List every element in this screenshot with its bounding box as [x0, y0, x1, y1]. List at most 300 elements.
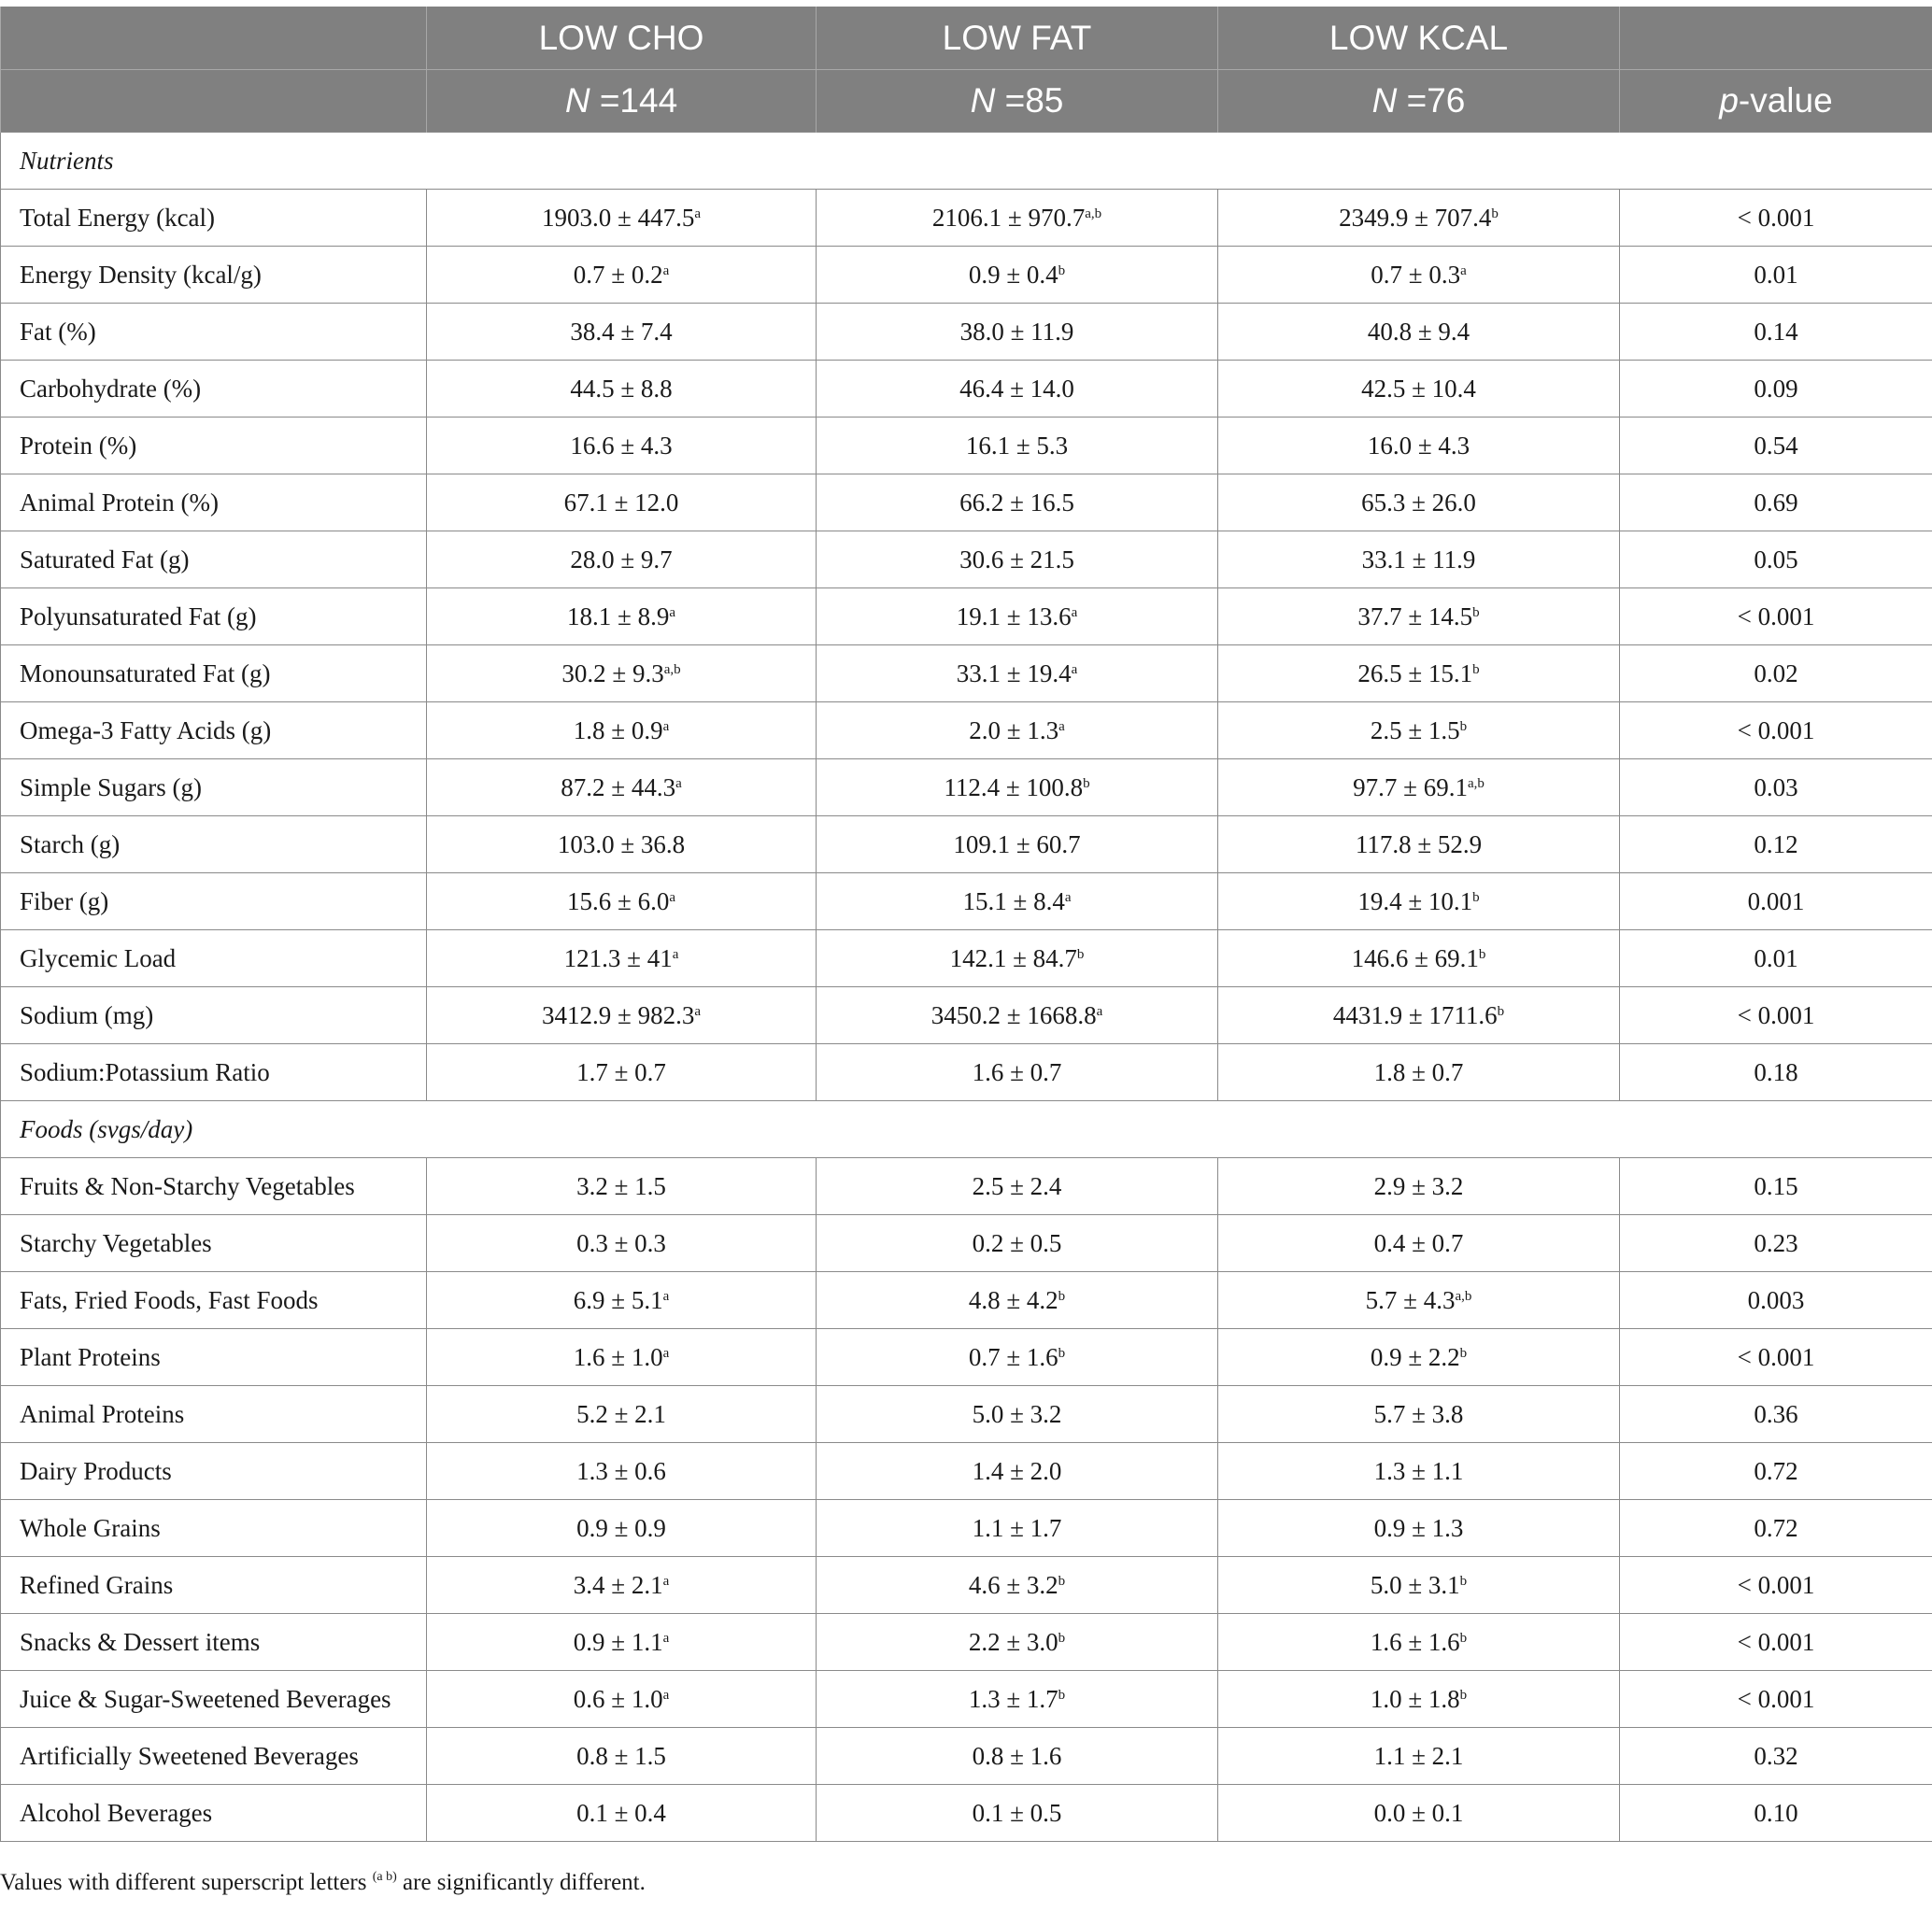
value-cell [1218, 190, 1620, 247]
significance-letters: b [1459, 1345, 1468, 1361]
significance-letters: a [662, 1630, 670, 1646]
mean-sd: 16.0 ± 4.3 [1367, 431, 1470, 460]
p-value-cell: 0.01 [1620, 930, 1932, 987]
mean-sd: 42.5 ± 10.4 [1361, 374, 1476, 403]
table-row [1, 1329, 1932, 1386]
value-cell [1218, 1215, 1620, 1272]
value-cell [427, 304, 817, 361]
row-label: Protein (%) [1, 418, 427, 474]
mean-sd: 0.1 ± 0.5 [972, 1798, 1062, 1827]
n-value: =144 [599, 81, 678, 120]
value-cell [817, 759, 1218, 816]
value-cell [427, 1443, 817, 1500]
p-value-cell: 0.15 [1620, 1158, 1932, 1215]
row-label: Starchy Vegetables [1, 1215, 427, 1272]
table-row [1, 1158, 1932, 1215]
value-cell [427, 1272, 817, 1329]
significance-letters: b [1491, 205, 1499, 221]
mean-sd: 0.7 ± 1.6 [968, 1342, 1058, 1371]
row-label: Fiber (g) [1, 873, 427, 930]
p-value-cell: < 0.001 [1620, 1557, 1932, 1614]
significance-letters: b [1478, 946, 1486, 962]
value-cell [427, 1557, 817, 1614]
value-cell [427, 531, 817, 588]
value-cell [817, 1044, 1218, 1101]
mean-sd: 1.3 ± 1.7 [968, 1684, 1058, 1713]
value-cell [427, 1329, 817, 1386]
mean-sd: 1.1 ± 1.7 [972, 1513, 1062, 1542]
table-row [1, 1215, 1932, 1272]
table-row [1, 190, 1932, 247]
significance-letters: a [669, 604, 675, 620]
mean-sd: 38.4 ± 7.4 [570, 317, 673, 346]
row-label: Fat (%) [1, 304, 427, 361]
mean-sd: 5.7 ± 3.8 [1373, 1399, 1464, 1428]
p-value-cell: < 0.001 [1620, 1671, 1932, 1728]
header-blank-pvalue [1620, 7, 1932, 70]
header-low-cho: LOW CHO [427, 7, 817, 70]
mean-sd: 2.9 ± 3.2 [1373, 1171, 1464, 1200]
p-value-cell: 0.10 [1620, 1785, 1932, 1842]
mean-sd: 0.8 ± 1.6 [972, 1741, 1062, 1770]
header-n-low-fat [817, 70, 1218, 133]
value-cell [1218, 418, 1620, 474]
header-low-fat: LOW FAT [817, 7, 1218, 70]
p-value-cell: 0.72 [1620, 1500, 1932, 1557]
p-value-cell: 0.09 [1620, 361, 1932, 418]
value-cell [427, 873, 817, 930]
significance-letters: b [1058, 262, 1066, 278]
p-value-cell: 0.001 [1620, 873, 1932, 930]
mean-sd: 1.4 ± 2.0 [972, 1456, 1062, 1485]
significance-letters: b [1058, 1288, 1066, 1304]
table-row [1, 1044, 1932, 1101]
mean-sd: 0.6 ± 1.0 [573, 1684, 663, 1713]
header-n-low-cho [427, 70, 817, 133]
value-cell [817, 588, 1218, 645]
significance-letters: a [662, 1573, 670, 1589]
row-label: Artificially Sweetened Beverages [1, 1728, 427, 1785]
value-cell [817, 645, 1218, 702]
p-value-cell: < 0.001 [1620, 190, 1932, 247]
mean-sd: 1.7 ± 0.7 [576, 1057, 666, 1086]
significance-letters: b [1083, 775, 1090, 791]
value-cell [1218, 1329, 1620, 1386]
table-row [1, 1272, 1932, 1329]
mean-sd: 5.7 ± 4.3 [1365, 1285, 1456, 1314]
mean-sd: 2.0 ± 1.3 [969, 715, 1059, 744]
mean-sd: 1.3 ± 1.1 [1373, 1456, 1464, 1485]
mean-sd: 66.2 ± 16.5 [959, 488, 1074, 517]
table-row [1, 987, 1932, 1044]
significance-letters: b [1076, 946, 1085, 962]
significance-letters: a [669, 889, 675, 905]
row-label: Snacks & Dessert items [1, 1614, 427, 1671]
value-cell [1218, 1272, 1620, 1329]
mean-sd: 0.4 ± 0.7 [1373, 1228, 1464, 1257]
table-row [1, 1728, 1932, 1785]
table-row [1, 1500, 1932, 1557]
n-symbol: N [564, 81, 590, 120]
value-cell [817, 1443, 1218, 1500]
value-cell [1218, 1443, 1620, 1500]
value-cell [817, 1557, 1218, 1614]
significance-letters: a [694, 1003, 701, 1019]
value-cell [817, 1329, 1218, 1386]
section-title: Foods (svgs/day) [1, 1101, 1932, 1158]
significance-letters: a [1096, 1003, 1103, 1019]
mean-sd: 0.9 ± 1.1 [573, 1627, 663, 1656]
value-cell [1218, 1158, 1620, 1215]
table-row [1, 702, 1932, 759]
value-cell [1218, 531, 1620, 588]
mean-sd: 16.1 ± 5.3 [965, 431, 1069, 460]
mean-sd: 0.9 ± 0.4 [968, 260, 1058, 289]
value-cell [817, 1158, 1218, 1215]
mean-sd: 2106.1 ± 970.7 [931, 203, 1086, 232]
table-row [1, 474, 1932, 531]
value-cell [427, 930, 817, 987]
mean-sd: 16.6 ± 4.3 [570, 431, 673, 460]
section-row [1, 133, 1932, 190]
p-symbol: p [1719, 81, 1739, 120]
mean-sd: 97.7 ± 69.1 [1353, 772, 1468, 801]
value-cell [817, 247, 1218, 304]
mean-sd: 0.8 ± 1.5 [576, 1741, 666, 1770]
value-cell [817, 1386, 1218, 1443]
mean-sd: 28.0 ± 9.7 [570, 545, 673, 573]
mean-sd: 0.7 ± 0.3 [1371, 260, 1461, 289]
value-cell [817, 873, 1218, 930]
mean-sd: 30.6 ± 21.5 [959, 545, 1074, 573]
value-cell [817, 1671, 1218, 1728]
value-cell [817, 816, 1218, 873]
mean-sd: 103.0 ± 36.8 [557, 829, 686, 858]
mean-sd: 3412.9 ± 982.3 [542, 1000, 695, 1029]
header-n-blank [1, 70, 427, 133]
mean-sd: 33.1 ± 19.4 [956, 658, 1072, 687]
mean-sd: 65.3 ± 26.0 [1361, 488, 1476, 517]
mean-sd: 121.3 ± 41 [563, 943, 673, 972]
value-cell [817, 930, 1218, 987]
value-cell [427, 645, 817, 702]
value-cell [817, 361, 1218, 418]
mean-sd: 18.1 ± 8.9 [567, 602, 670, 630]
header-low-kcal: LOW KCAL [1218, 7, 1620, 70]
significance-letters: a,b [1085, 205, 1102, 221]
value-cell [1218, 1500, 1620, 1557]
row-label: Starch (g) [1, 816, 427, 873]
value-cell [817, 474, 1218, 531]
p-value-cell: < 0.001 [1620, 987, 1932, 1044]
value-cell [427, 474, 817, 531]
significance-letters: a [662, 1345, 670, 1361]
mean-sd: 0.2 ± 0.5 [972, 1228, 1062, 1257]
p-value-cell: < 0.001 [1620, 588, 1932, 645]
header-row-n [1, 70, 1932, 133]
mean-sd: 1.6 ± 0.7 [972, 1057, 1062, 1086]
p-value-cell: 0.01 [1620, 247, 1932, 304]
mean-sd: 2.2 ± 3.0 [968, 1627, 1058, 1656]
header-blank [1, 7, 427, 70]
value-cell [427, 1500, 817, 1557]
significance-letters: b [1459, 1687, 1468, 1703]
mean-sd: 0.1 ± 0.4 [576, 1798, 666, 1827]
mean-sd: 4.8 ± 4.2 [968, 1285, 1058, 1314]
row-label: Juice & Sugar-Sweetened Beverages [1, 1671, 427, 1728]
mean-sd: 1.3 ± 0.6 [576, 1456, 666, 1485]
section-title: Nutrients [1, 133, 1932, 190]
p-value-cell: 0.23 [1620, 1215, 1932, 1272]
significance-letters: b [1058, 1345, 1066, 1361]
value-cell [427, 1728, 817, 1785]
mean-sd: 26.5 ± 15.1 [1357, 658, 1473, 687]
mean-sd: 142.1 ± 84.7 [949, 943, 1077, 972]
value-cell [817, 304, 1218, 361]
mean-sd: 19.1 ± 13.6 [956, 602, 1072, 630]
table-row [1, 1614, 1932, 1671]
significance-letters: b [1497, 1003, 1505, 1019]
nutrient-intake-table [0, 7, 1932, 1842]
row-label: Sodium:Potassium Ratio [1, 1044, 427, 1101]
row-label: Animal Protein (%) [1, 474, 427, 531]
value-cell [1218, 361, 1620, 418]
row-label: Glycemic Load [1, 930, 427, 987]
value-cell [1218, 1557, 1620, 1614]
p-value-cell: < 0.001 [1620, 1329, 1932, 1386]
header-pvalue [1620, 70, 1932, 133]
value-cell [1218, 873, 1620, 930]
mean-sd: 46.4 ± 14.0 [959, 374, 1074, 403]
p-value-cell: 0.32 [1620, 1728, 1932, 1785]
value-cell [817, 1500, 1218, 1557]
mean-sd: 15.6 ± 6.0 [567, 886, 670, 915]
value-cell [817, 1614, 1218, 1671]
mean-sd: 67.1 ± 12.0 [563, 488, 679, 517]
mean-sd: 0.9 ± 1.3 [1373, 1513, 1464, 1542]
significance-letters: b [1058, 1687, 1066, 1703]
mean-sd: 3450.2 ± 1668.8 [930, 1000, 1097, 1029]
value-cell [1218, 1671, 1620, 1728]
value-cell [1218, 247, 1620, 304]
row-label: Plant Proteins [1, 1329, 427, 1386]
value-cell [427, 1386, 817, 1443]
significance-letters: a [1071, 604, 1078, 620]
header-n-low-kcal [1218, 70, 1620, 133]
p-value-cell: 0.54 [1620, 418, 1932, 474]
significance-letters: a,b [1467, 775, 1485, 791]
mean-sd: 2349.9 ± 707.4 [1339, 203, 1492, 232]
mean-sd: 30.2 ± 9.3 [561, 658, 664, 687]
value-cell [1218, 1785, 1620, 1842]
mean-sd: 19.4 ± 10.1 [1357, 886, 1473, 915]
value-cell [1218, 304, 1620, 361]
mean-sd: 117.8 ± 52.9 [1355, 829, 1483, 858]
significance-letters: b [1459, 1573, 1468, 1589]
value-cell [427, 190, 817, 247]
n-value: =85 [1004, 81, 1064, 120]
mean-sd: 0.9 ± 0.9 [576, 1513, 666, 1542]
mean-sd: 146.6 ± 69.1 [1351, 943, 1479, 972]
p-value-cell: 0.03 [1620, 759, 1932, 816]
mean-sd: 3.4 ± 2.1 [573, 1570, 663, 1599]
mean-sd: 109.1 ± 60.7 [953, 829, 1081, 858]
row-label: Refined Grains [1, 1557, 427, 1614]
p-value-cell: 0.18 [1620, 1044, 1932, 1101]
mean-sd: 0.7 ± 0.2 [573, 260, 663, 289]
p-value-cell: 0.003 [1620, 1272, 1932, 1329]
value-cell [817, 1728, 1218, 1785]
mean-sd: 1.0 ± 1.8 [1370, 1684, 1460, 1713]
value-cell [817, 531, 1218, 588]
significance-letters: a [1064, 889, 1072, 905]
row-label: Omega-3 Fatty Acids (g) [1, 702, 427, 759]
table-row [1, 816, 1932, 873]
significance-letters: a [1460, 262, 1467, 278]
value-cell [1218, 645, 1620, 702]
table-row [1, 1785, 1932, 1842]
significance-letters: b [1459, 718, 1468, 734]
significance-letters: a [1071, 661, 1078, 677]
mean-sd: 0.0 ± 0.1 [1373, 1798, 1464, 1827]
significance-letters: a [662, 262, 670, 278]
value-cell [427, 247, 817, 304]
p-value-cell: 0.36 [1620, 1386, 1932, 1443]
value-cell [427, 1158, 817, 1215]
value-cell [1218, 759, 1620, 816]
mean-sd: 4431.9 ± 1711.6 [1332, 1000, 1498, 1029]
n-value: =76 [1406, 81, 1466, 120]
significance-letters: a [1058, 718, 1065, 734]
table-row [1, 247, 1932, 304]
mean-sd: 1.6 ± 1.6 [1370, 1627, 1460, 1656]
p-value-cell: < 0.001 [1620, 1614, 1932, 1671]
significance-letters: a,b [1455, 1288, 1472, 1304]
table-row [1, 361, 1932, 418]
value-cell [1218, 1044, 1620, 1101]
significance-letters: a [662, 718, 670, 734]
n-symbol: N [970, 81, 996, 120]
mean-sd: 5.2 ± 2.1 [576, 1399, 666, 1428]
value-cell [427, 1215, 817, 1272]
p-value-cell: < 0.001 [1620, 702, 1932, 759]
value-cell [427, 361, 817, 418]
table-body [1, 133, 1932, 1842]
significance-letters: b [1058, 1630, 1066, 1646]
value-cell [1218, 1614, 1620, 1671]
value-cell [1218, 816, 1620, 873]
value-cell [817, 1215, 1218, 1272]
row-label: Dairy Products [1, 1443, 427, 1500]
row-label: Sodium (mg) [1, 987, 427, 1044]
value-cell [1218, 1728, 1620, 1785]
table-row [1, 1557, 1932, 1614]
table-row [1, 645, 1932, 702]
mean-sd: 5.0 ± 3.2 [972, 1399, 1062, 1428]
significance-letters: b [1459, 1630, 1468, 1646]
mean-sd: 3.2 ± 1.5 [576, 1171, 666, 1200]
significance-letters: a [675, 775, 682, 791]
value-cell [1218, 987, 1620, 1044]
footnote-text-before: Values with different superscript letters [0, 1870, 373, 1895]
mean-sd: 1.1 ± 2.1 [1373, 1741, 1464, 1770]
value-cell [817, 1272, 1218, 1329]
row-label: Polyunsaturated Fat (g) [1, 588, 427, 645]
p-value-cell: 0.69 [1620, 474, 1932, 531]
value-cell [427, 987, 817, 1044]
mean-sd: 2.5 ± 1.5 [1370, 715, 1460, 744]
significance-letters: a [662, 1687, 670, 1703]
n-symbol: N [1371, 81, 1398, 120]
mean-sd: 5.0 ± 3.1 [1370, 1570, 1460, 1599]
significance-letters: a [672, 946, 679, 962]
header-row-groups [1, 7, 1932, 70]
value-cell [1218, 588, 1620, 645]
mean-sd: 40.8 ± 9.4 [1367, 317, 1470, 346]
footnote-superscript: (a b) [372, 1870, 397, 1884]
mean-sd: 15.1 ± 8.4 [962, 886, 1065, 915]
value-cell [427, 1671, 817, 1728]
p-value-cell: 0.14 [1620, 304, 1932, 361]
row-label: Monounsaturated Fat (g) [1, 645, 427, 702]
value-cell [1218, 474, 1620, 531]
mean-sd: 1903.0 ± 447.5 [542, 203, 695, 232]
row-label: Fruits & Non-Starchy Vegetables [1, 1158, 427, 1215]
value-cell [427, 702, 817, 759]
p-value-cell: 0.72 [1620, 1443, 1932, 1500]
value-cell [427, 816, 817, 873]
row-label: Animal Proteins [1, 1386, 427, 1443]
significance-letters: a [662, 1288, 670, 1304]
value-cell [817, 418, 1218, 474]
table-row [1, 418, 1932, 474]
value-cell [817, 1785, 1218, 1842]
table-row [1, 304, 1932, 361]
value-cell [427, 418, 817, 474]
significance-letters: b [1472, 604, 1480, 620]
mean-sd: 1.8 ± 0.7 [1373, 1057, 1464, 1086]
row-label: Carbohydrate (%) [1, 361, 427, 418]
mean-sd: 37.7 ± 14.5 [1357, 602, 1473, 630]
value-cell [427, 1785, 817, 1842]
value-cell [1218, 930, 1620, 987]
mean-sd: 4.6 ± 3.2 [968, 1570, 1058, 1599]
row-label: Fats, Fried Foods, Fast Foods [1, 1272, 427, 1329]
row-label: Energy Density (kcal/g) [1, 247, 427, 304]
row-label: Alcohol Beverages [1, 1785, 427, 1842]
significance-letters: b [1472, 889, 1480, 905]
value-cell [1218, 1386, 1620, 1443]
mean-sd: 0.9 ± 2.2 [1370, 1342, 1460, 1371]
mean-sd: 2.5 ± 2.4 [972, 1171, 1062, 1200]
row-label: Whole Grains [1, 1500, 427, 1557]
mean-sd: 1.6 ± 1.0 [573, 1342, 663, 1371]
table-row [1, 531, 1932, 588]
table-footnote [0, 1870, 646, 1896]
table-row [1, 588, 1932, 645]
table-row [1, 1671, 1932, 1728]
row-label: Saturated Fat (g) [1, 531, 427, 588]
value-cell [427, 588, 817, 645]
p-value-cell: 0.12 [1620, 816, 1932, 873]
table-row [1, 1386, 1932, 1443]
table-row [1, 759, 1932, 816]
significance-letters: a,b [663, 661, 681, 677]
row-label: Total Energy (kcal) [1, 190, 427, 247]
value-cell [427, 759, 817, 816]
value-cell [817, 190, 1218, 247]
row-label: Simple Sugars (g) [1, 759, 427, 816]
